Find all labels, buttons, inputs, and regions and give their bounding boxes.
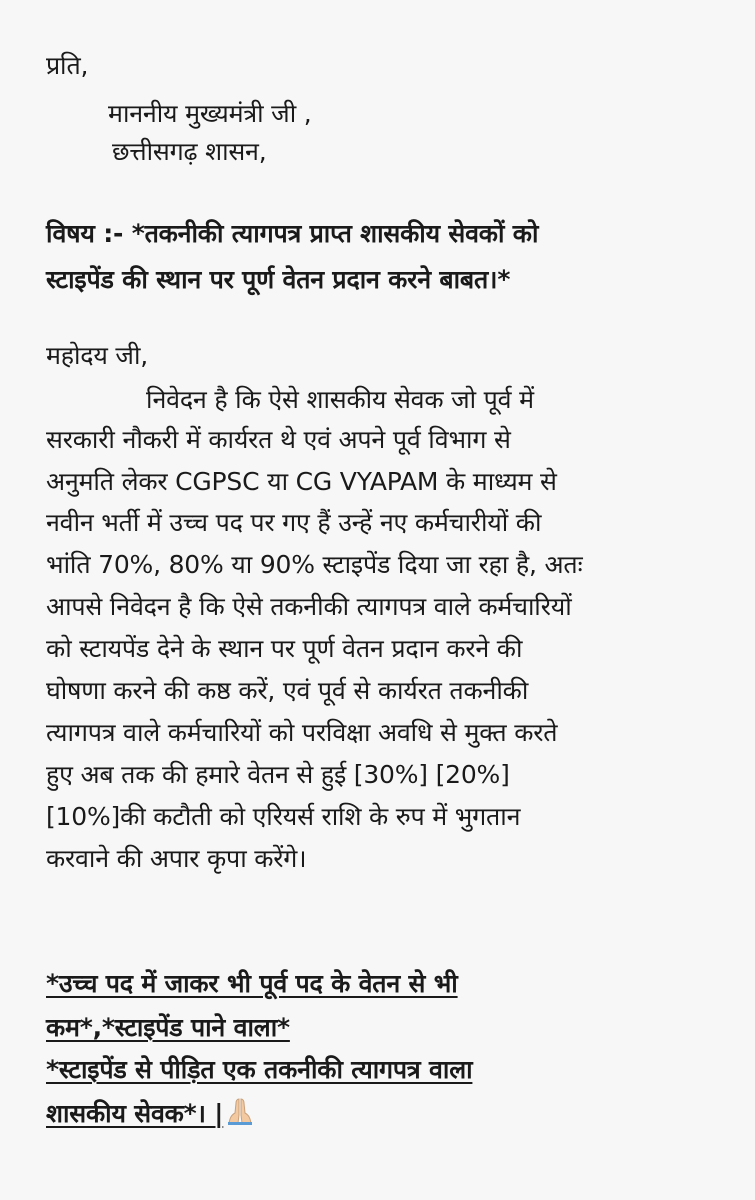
signature-line-4-wrap xyxy=(46,1097,253,1133)
signature-line-3: *स्टाइपेंड से पीड़ित एक तकनीकी त्यागपत्र वाला xyxy=(46,1055,473,1084)
greeting: महोदय जी, xyxy=(46,341,148,370)
signature-line-1: *उच्च पद में जाकर भी पूर्व पद के वेतन से भी xyxy=(46,969,458,998)
body-line: हुए अब तक की हमारे वेतन से हुई [30%] [20%] xyxy=(46,760,510,789)
folded-hands-icon xyxy=(227,1097,253,1133)
body-line: करवाने की अपार कृपा करेंगे। xyxy=(46,844,307,873)
body-line: नवीन भर्ती में उच्च पद पर गए हैं उन्हें नए कर्मचारीयों की xyxy=(46,508,542,537)
body-line: आपसे निवेदन है कि ऐसे तकनीकी त्यागपत्र वाले कर्मचारियों xyxy=(46,592,572,621)
to-label: प्रति, xyxy=(46,51,89,80)
signature-line-4: शासकीय सेवक*। | xyxy=(46,1099,224,1128)
body-line: घोषणा करने की कष्ठ करें, एवं पूर्व से कार्यरत तकनीकी xyxy=(46,676,529,705)
addressee-line-1: माननीय मुख्यमंत्री जी , xyxy=(108,99,312,128)
body-line: सरकारी नौकरी में कार्यरत थे एवं अपने पूर्व विभाग से xyxy=(46,425,511,454)
body-line: अनुमति लेकर CGPSC या CG VYAPAM के माध्यम से xyxy=(46,467,557,496)
body-line: भांति 70%, 80% या 90% स्टाइपेंड दिया जा रहा है, अतः xyxy=(46,550,583,579)
body-line: [10%]की कटौती को एरियर्स राशि के रुप में भुगतान xyxy=(46,802,521,831)
signature-line-2: कम*,*स्टाइपेंड पाने वाला* xyxy=(46,1013,290,1042)
body-line: को स्टायपेंड देने के स्थान पर पूर्ण वेतन प्रदान करने की xyxy=(46,634,523,663)
body-line: त्यागपत्र वाले कर्मचारियों को परविक्षा अवधि से मुक्त करते xyxy=(46,718,558,747)
subject-line-1: विषय :- *तकनीकी त्यागपत्र प्राप्त शासकीय सेवकों को xyxy=(46,219,539,248)
subject-line-2: स्टाइपेंड की स्थान पर पूर्ण वेतन प्रदान करने बाबत।* xyxy=(46,265,511,294)
addressee-line-2: छत्तीसगढ़ शासन, xyxy=(112,137,267,166)
body-line: निवेदन है कि ऐसे शासकीय सेवक जो पूर्व में xyxy=(146,385,534,414)
